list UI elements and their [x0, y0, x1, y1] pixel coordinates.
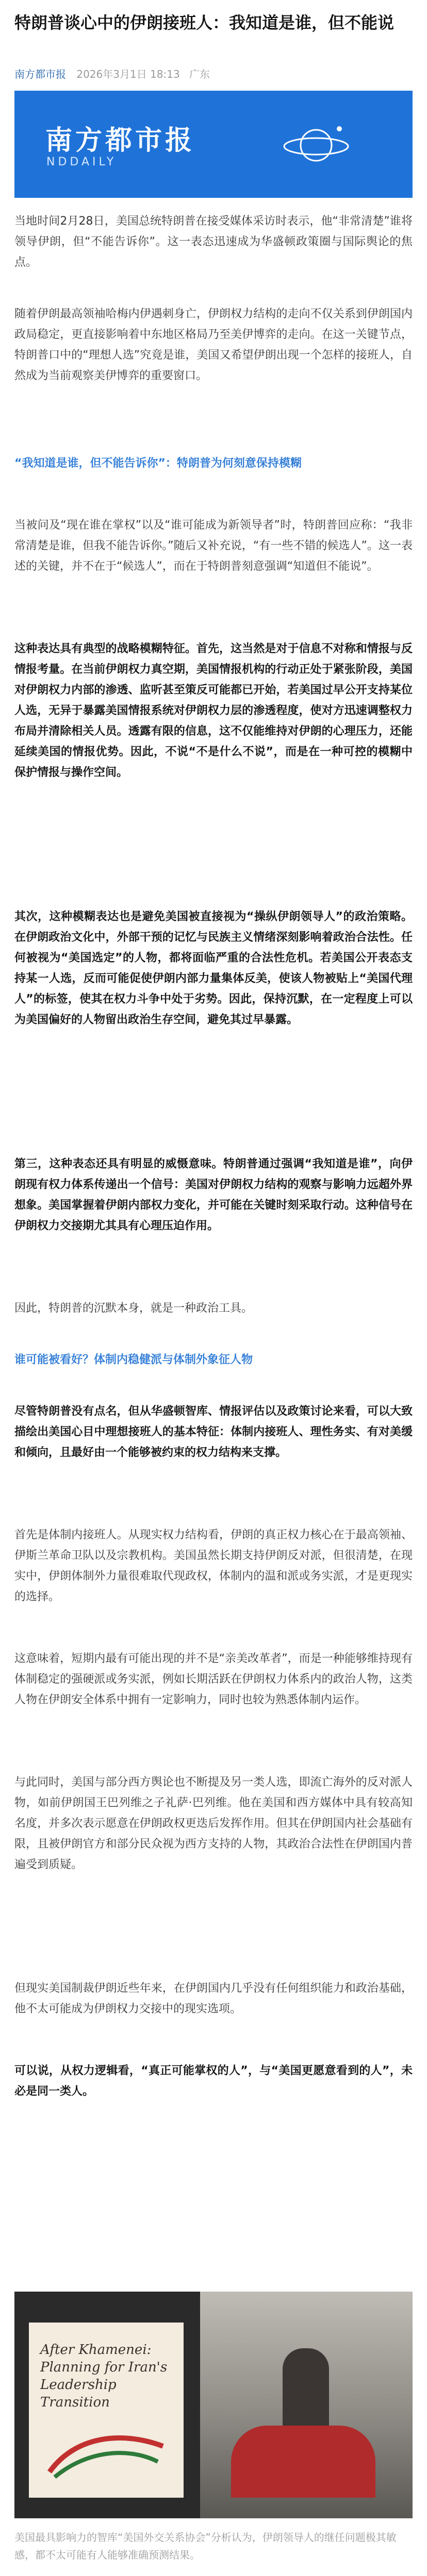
paragraph: 因此，特朗普的沉默本身，就是一种政治工具。	[14, 1302, 253, 1315]
photo-figure	[283, 2348, 329, 2436]
source-link[interactable]: 南方都市报	[14, 68, 66, 80]
book-swoosh-graphic	[44, 2426, 168, 2482]
paragraph: 但现实美国制裁伊朗近些年来，在伊朗国内几乎没有任何组织能力和政治基础，他不太可能成为伊朗权力交接中的现实选项。	[14, 1982, 413, 2015]
photo-caption: 美国最具影响力的智库“美国外交关系协会”分析认为，伊朗领导人的继任问题极其敏感，都不太可能有人能够准确预测结果。	[14, 2531, 397, 2561]
planet-icon	[283, 120, 350, 171]
brand-banner	[14, 91, 413, 198]
paragraph: 与此同时，美国与部分西方舆论也不断提及另一类人选，即流亡海外的反对派人物，如前伊朗国王巴列维之子礼萨·巴列维。他在美国和西方媒体中具有较高知名度，并多次表示愿意在伊朗政权更迭后发挥作用。但其在伊朗国内社会基础有限，且被伊朗官方和部分民众视为西方支持的人物，其政治合法性在伊朗国内普遍受到质疑。	[14, 1776, 413, 1871]
publish-location: 广东	[189, 68, 210, 80]
paragraph: 随着伊朗最高领袖哈梅内伊遇刺身亡，伊朗权力结构的走向不仅关系到伊朗国内政局稳定，更直接影响着中东地区格局乃至美伊博弈的走向。在这一关键节点，特朗普口中的“理想人选”究竟是谁，美国又希望伊朗出现一个怎样的接班人，自然成为当前观察美伊博弈的重要窗口。	[14, 308, 413, 382]
banner-logo-en: NDDAILY	[46, 156, 117, 168]
article-photo	[14, 2292, 413, 2518]
article-meta	[14, 66, 413, 81]
paragraph: 首先是体制内接班人。从现实权力结构看，伊朗的真正权力核心在于最高领袖、伊斯兰革命卫队以及宗教机构。美国虽然长期支持伊朗反对派，但很清楚，在现实中，伊朗体制外力量很难取代现政权，体制内的温和派或务实派，才是更现实的选择。	[14, 1529, 413, 1603]
publish-date: 2026年3月1日 18:13	[76, 68, 180, 80]
book-title: After Khamenei: Planning for Iran's Leadership Transition	[40, 2342, 168, 2410]
banner-logo-cn: 南方都市报	[45, 125, 195, 156]
paragraph: 可以说，从权力逻辑看，“真正可能掌权的人”，与“美国更愿意看到的人”，未必是同一类人。	[14, 2064, 413, 2098]
section-heading: “我知道是谁，但不能告诉你”：特朗普为何刻意保持模糊	[14, 457, 302, 470]
paragraph: 当地时间2月28日，美国总统特朗普在接受媒体采访时表示，他“非常清楚”谁将领导伊朗，但“不能告诉你”。这一表态迅速成为华盛顿政策圈与国际舆论的焦点。	[14, 215, 413, 269]
book-cover	[29, 2323, 184, 2498]
paragraph: 第三，这种表态还具有明显的威慑意味。特朗普通过强调“我知道是谁”，向伊朗现有权力体系传递出一个信号：美国对伊朗权力结构的观察与影响力远超外界想象。美国掌握着伊朗内部权力变化，并可能在关键时刻采取行动。这种信号在伊朗权力交接期尤其具有心理压迫作用。	[14, 1158, 413, 1232]
paragraph: 这意味着，短期内最有可能出现的并不是“亲美改革者”，而是一种能够维持现有体制稳定的强硬派或务实派，例如长期活跃在伊朗权力体系内的政治人物，这类人物在伊朗安全体系中拥有一定影响力，同时也较为熟悉体制内运作。	[14, 1652, 413, 1706]
paragraph: 其次，这种模糊表达也是避免美国被直接视为“操纵伊朗领导人”的政治策略。在伊朗政治文化中，外部干预的记忆与民族主义情绪深刻影响着政治合法性。任何被视为“美国选定”的人物，都将面临严重的合法性危机。若美国公开表态支持某一人选，反而可能促使伊朗内部力量集体反美，使该人物被贴上“美国代理人”的标签，使其在权力斗争中处于劣势。因此，保持沉默，在一定程度上可以为美国偏好的人物留出政治生存空间，避免其过早暴露。	[14, 910, 413, 1026]
paragraph: 这种表达具有典型的战略模糊特征。首先，这当然是对于信息不对称和情报与反情报考量。在当前伊朗权力真空期，美国情报机构的行动正处于紧张阶段，美国对伊朗权力内部的渗透、监听甚至策反可能都已开始，若美国过早公开支持某位人选，无异于暴露美国情报系统对伊朗权力层的渗透程度，使对方迅速调整权力布局并清除相关人员。透露有限的信息，这不仅能维持对伊朗的心理压力，还能延续美国的情报优势。因此，不说“不是什么不说”，而是在一种可控的模糊中保护情报与操作空间。	[14, 642, 413, 779]
photo-red-shape	[231, 2426, 375, 2498]
article-title: 特朗普谈心中的伊朗接班人：我知道是谁，但不能说	[14, 13, 395, 32]
paragraph: 尽管特朗普没有点名，但从华盛顿智库、情报评估以及政策讨论来看，可以大致描绘出美国心目中理想接班人的基本特征：体制内接班人、理性务实、有对美缓和倾向，且最好由一个能够被约束的权力结构来支撑。	[14, 1405, 413, 1459]
section-heading: 谁可能被看好？体制内稳健派与体制外象征人物	[14, 1353, 253, 1366]
paragraph: 当被问及“现在谁在掌权”以及“谁可能成为新领导者”时，特朗普回应称：“我非常清楚是谁，但我不能告诉你。”随后又补充说，“有一些不错的候选人”。这一表述的关键，并不在于“候选人”，而在于特朗普刻意强调“知道但不能说”。	[14, 519, 413, 573]
